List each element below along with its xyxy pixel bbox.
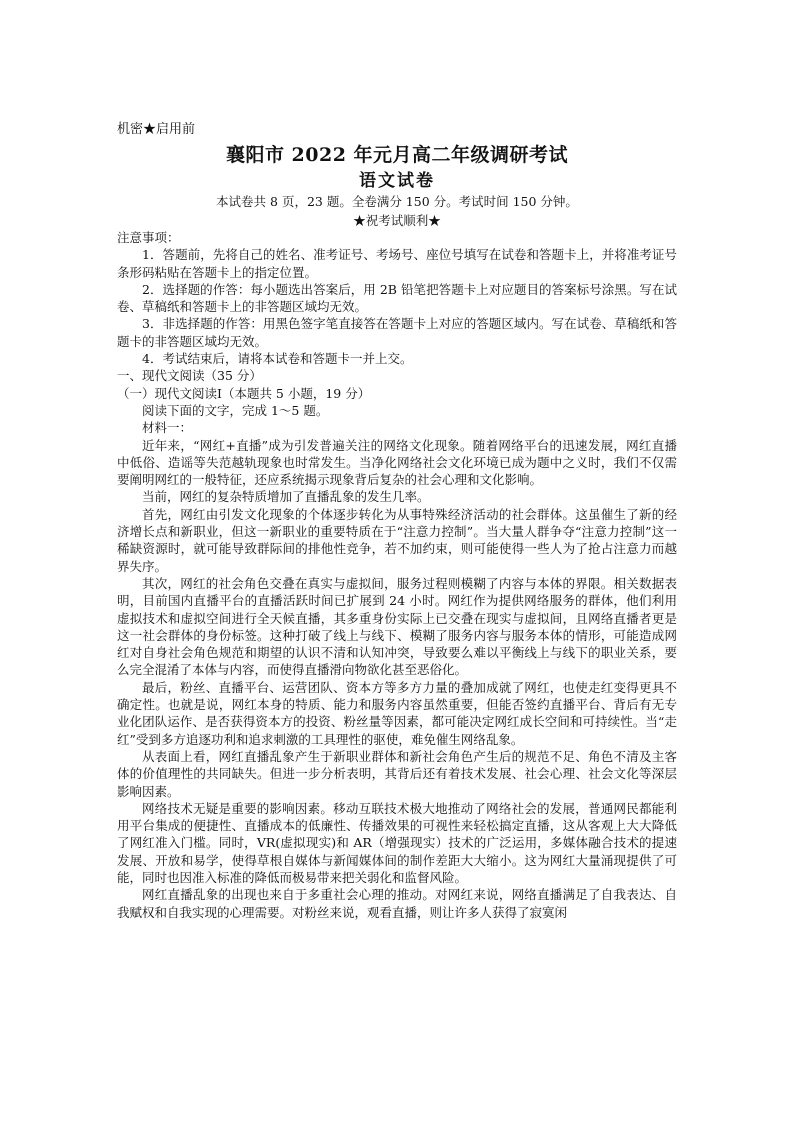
exam-subtitle: 语文试卷 xyxy=(359,171,435,191)
passage-paragraph: 当前，网红的复杂特质增加了直播乱象的发生几率。 xyxy=(142,489,430,505)
notice-item: 1．答题前，先将自己的姓名、准考证号、考场号、座位号填写在试卷和答题卡上，并将准考证号条形码粘贴在答题卡上的指定位置。 xyxy=(117,247,677,280)
passage-paragraph: 从表面上看，网红直播乱象产生于新职业群体和新社会角色产生后的规范不足、角色不清及主客体的价值理性的共同缺失。但进一步分析表明，其背后还有着技术发展、社会心理、社会文化等深层影响因素。 xyxy=(117,748,677,799)
passage-paragraph: 网红直播乱象的出现也来自于多重社会心理的推动。对网红来说，网络直播满足了自我表达、自我赋权和自我实现的心理需要。对粉丝来说，观看直播，则让许多人获得了寂寞闲 xyxy=(117,887,677,920)
passage-paragraph: 网络技术无疑是重要的影响因素。移动互联技术极大地推动了网络社会的发展，普通网民都能利用平台集成的便捷性、直播成本的低廉性、传播效果的可视性来轻松搞定直播，这从客观上大大降低了网红准入门槛。同时，VR(虚拟现实)和 AR（增强现实）技术的广泛运用，多媒体融合技术的提速发展、开放和易学，使得草根自媒体与新闻媒体间的制作差距大大缩小。这为网红大量涌现提供了可能，同时也因准入标准的降低而极易带来把关弱化和监督风险。 xyxy=(117,800,677,885)
subsection-heading: （一）现代文阅读Ⅰ（本题共 5 小题，19 分） xyxy=(117,385,371,401)
exam-info: 本试卷共 8 页，23 题。全卷满分 150 分。考试时间 150 分钟。 xyxy=(216,194,578,209)
confidential-mark: 机密★启用前 xyxy=(117,122,196,137)
section-heading: 一、现代文阅读（35 分） xyxy=(117,368,262,384)
notice-heading: 注意事项： xyxy=(117,230,180,245)
material-label: 材料一： xyxy=(142,420,193,436)
notice-item: 4．考试结束后，请将本试卷和答题卡一并上交。 xyxy=(142,351,413,367)
exam-body xyxy=(117,229,677,921)
notice-item: 3．非选择题的作答：用黑色签字笔直接答在答题卡上对应的答题区域内。写在试卷、草稿纸和答题卡的非答题区域均无效。 xyxy=(117,316,677,349)
exam-title: 襄阳市 2022 年元月高二年级调研考试 xyxy=(225,144,569,166)
passage-paragraph: 其次，网红的社会角色交叠在真实与虚拟间，服务过程则模糊了内容与本体的界限。相关数据表明，目前国内直播平台的直播活跃时间已扩展到 24 小时。网红作为提供网络服务的群体，他们利用虚拟技术和虚拟空间进行全天候直播，其多重身份实际上已交叠在现实与虚拟间，且网络直播者更是这一社会群体的身份标签。这种打破了线上与线下、模糊了服务内容与服务本体的情形，可能造成网红对自身社会角色规范和期望的认识不清和认知冲突，导致要么难以平衡线上与线下的职业关系，要么完全混淆了本体与内容，而使得直播滑向物欲化甚至恶俗化。 xyxy=(117,575,677,678)
exam-wish: ★祝考试顺利★ xyxy=(353,213,441,228)
notice-item: 2．选择题的作答：每小题选出答案后，用 2B 铅笔把答题卡上对应题目的答案标号涂黑。写在试卷、草稿纸和答题卡上的非答题区域均无效。 xyxy=(117,281,677,315)
passage-paragraph: 最后，粉丝、直播平台、运营团队、资本方等多方力量的叠加成就了网红，也使走红变得更具不确定性。也就是说，网红本身的特质、能力和服务内容虽然重要，但能否签约直播平台、背后有无专业化团队运作、是否获得资本方的投资、粉丝量等因素，都可能决定网红成长空间和可持续性。当“走红”受到多方追逐功利和追求刺激的工具理性的驱使，难免催生网络乱象。 xyxy=(117,679,677,747)
passage-paragraph: 首先，网红由引发文化现象的个体逐步转化为从事特殊经济活动的社会群体。这虽催生了新的经济增长点和新职业，但这一新职业的重要特质在于“注意力控制”。当大量人群争夺“注意力控制”这一稀缺资源时，就可能导致群际间的排他性竞争，若不加约束，则可能使得一些人为了抢占注意力而越界失序。 xyxy=(117,506,677,574)
passage-paragraph: 近年来，“网红+直播”成为引发普遍关注的网络文化现象。随着网络平台的迅速发展，网红直播中低俗、造谣等失范越轨现象也时常发生。当净化网络社会文化环境已成为题中之义时，我们不仅需要阐明网红的一般特征，还应系统揭示现象背后复杂的社会心理和文化影响。 xyxy=(117,437,677,488)
reading-instruction: 阅读下面的文字，完成 1～5 题。 xyxy=(142,402,329,418)
